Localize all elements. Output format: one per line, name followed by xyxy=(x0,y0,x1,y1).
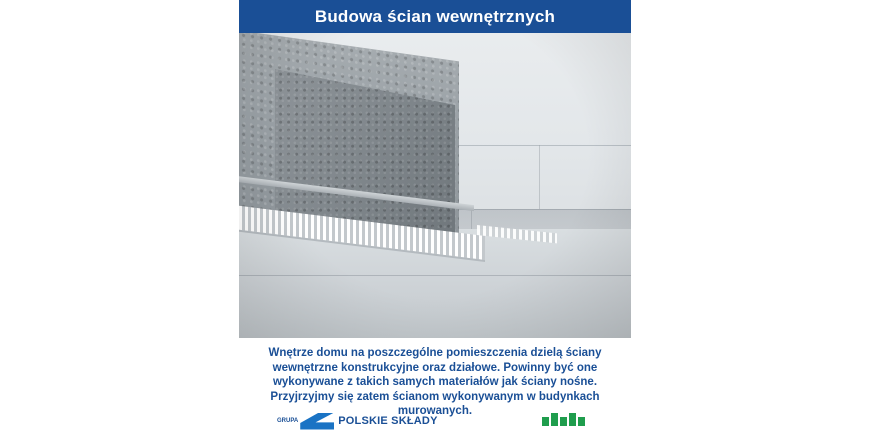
bar-segment xyxy=(578,417,585,426)
bar-segment xyxy=(542,417,549,426)
bar-segment xyxy=(560,417,567,426)
green-bars-icon[interactable] xyxy=(542,413,585,426)
logo-name: POLSKIE SKŁADY xyxy=(338,415,438,427)
bar-segment xyxy=(569,413,576,426)
bar-segment xyxy=(551,413,558,426)
logo-polskie-sklady[interactable] xyxy=(277,412,438,430)
swoosh-icon xyxy=(300,413,334,430)
logo-tagline: GRUPA xyxy=(277,418,299,424)
photo-vignette xyxy=(239,33,631,338)
logo-strip xyxy=(239,412,631,430)
page-title: Budowa ścian wewnętrznych xyxy=(314,7,556,26)
article-card xyxy=(239,0,631,430)
article-photo xyxy=(239,33,631,338)
article-caption: Wnętrze domu na poszczególne pomieszczenia dzielą ściany wewnętrzne konstrukcyjne oraz działowe. Powinny być one wykonywane z takich samych materiałów jak ściany nośne. Przyjrzyjmy się zatem ścianom wykonywanym w budynkach murowanych. xyxy=(268,347,602,417)
